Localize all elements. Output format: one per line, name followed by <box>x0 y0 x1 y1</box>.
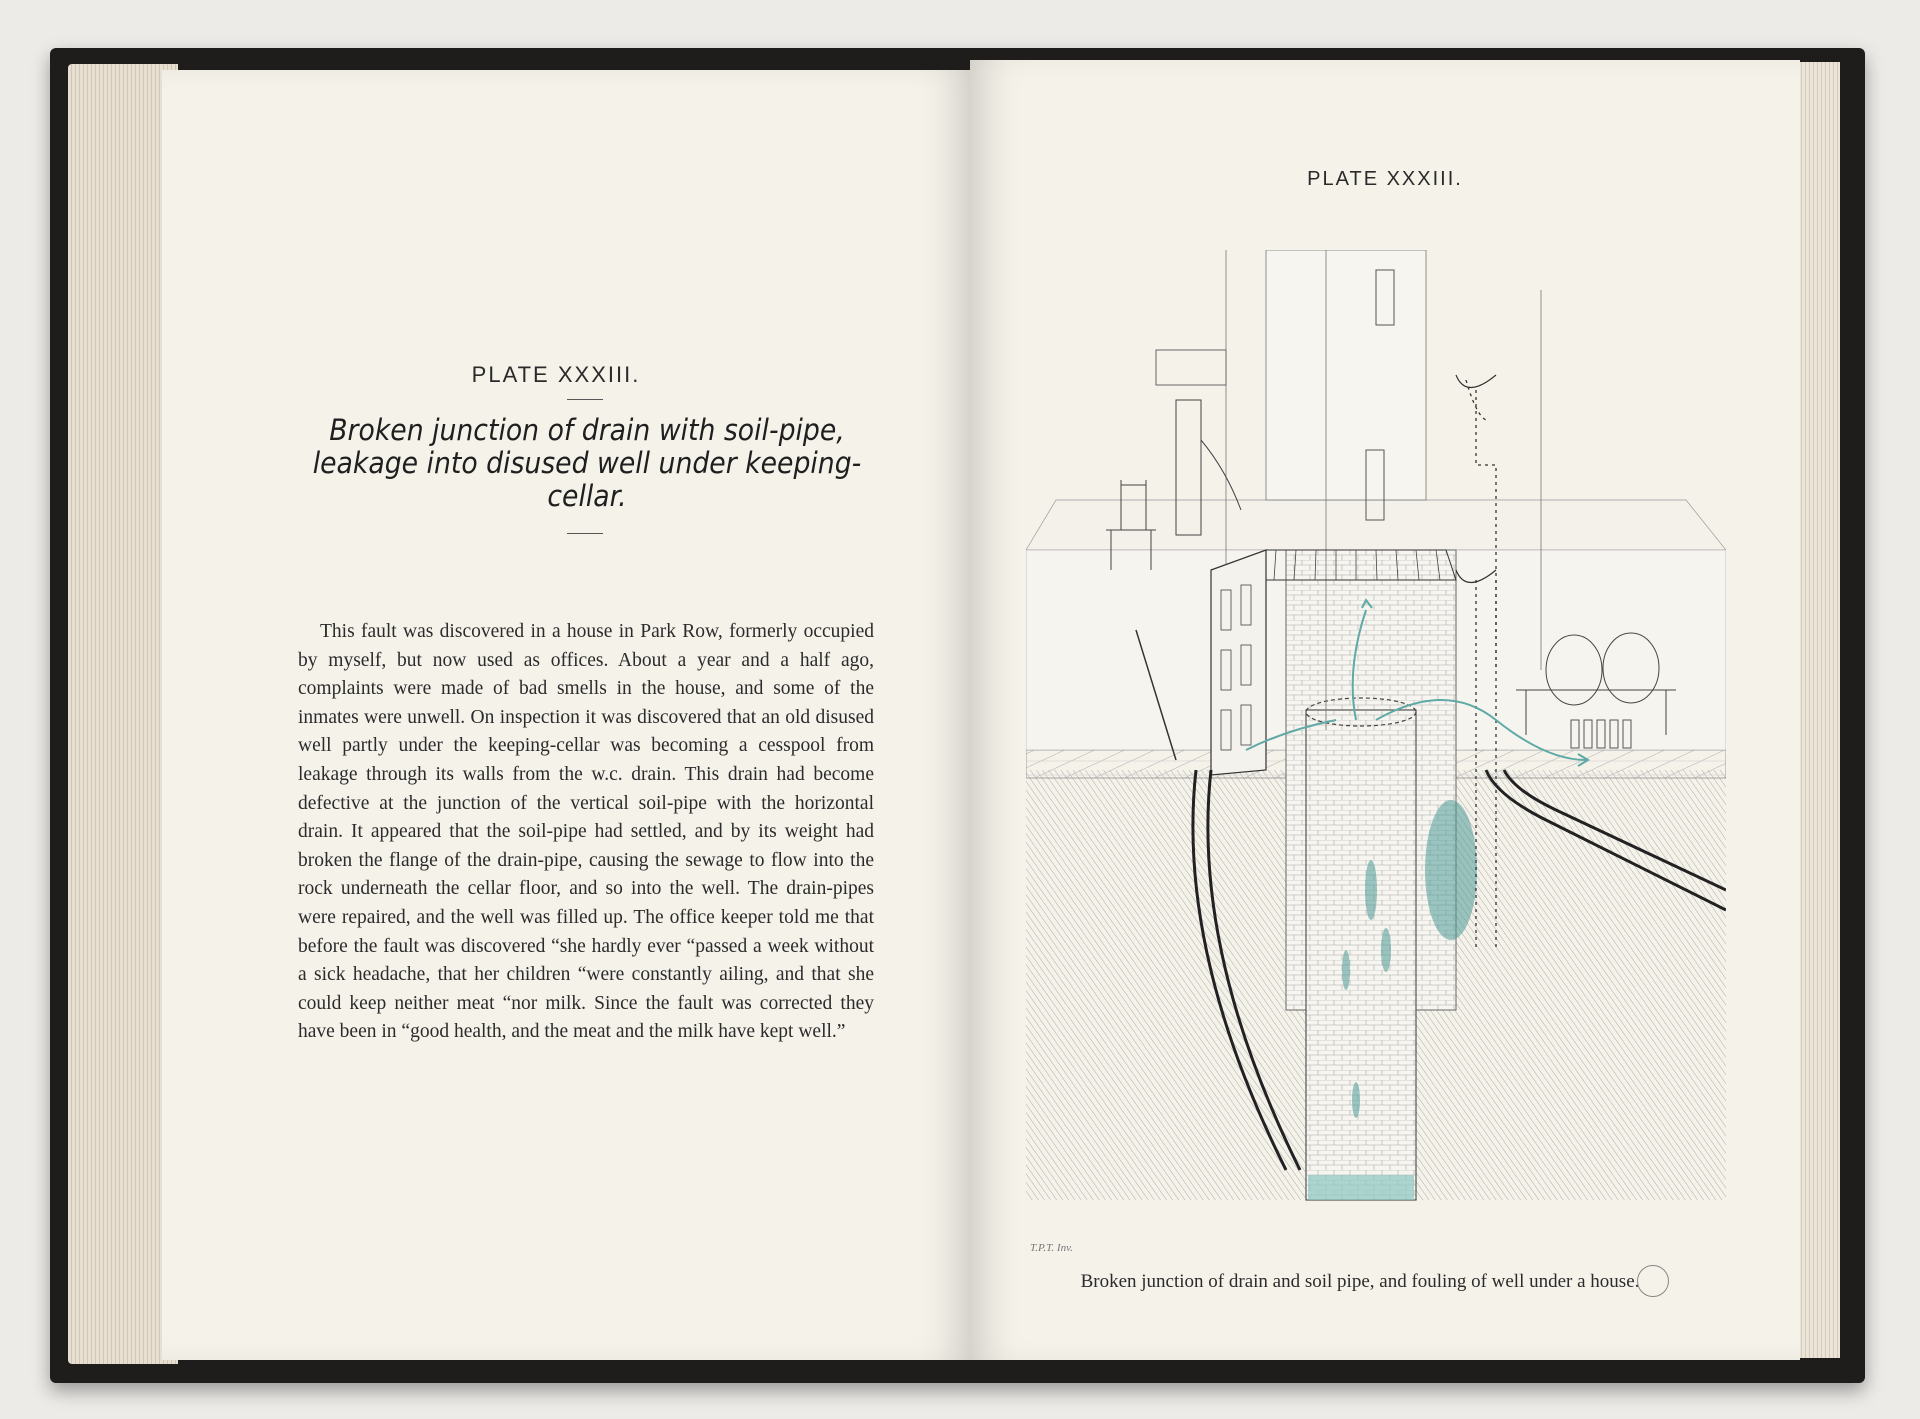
divider-rule <box>567 399 603 400</box>
artist-credit: T.P.T. Inv. <box>1030 1242 1073 1254</box>
body-paragraph: This fault was discovered in a house in Park Row, formerly occupied by myself, but now used as offices. About a year and a half ago, complaints were made of bad smells in the house, and some of the inmates were unwell. On inspection it was discovered that an old disused well partly under the keeping-cellar was becoming a cesspool from leakage through its walls from the w.c. drain. This drain had become defective at the junction of the vertical soil-pipe with the horizontal drain. It appeared that the soil-pipe had settled, and by its weight had broken the flange of the drain-pipe, causing the sewage to flow into the rock underneath the cellar floor, and so into the well. The drain-pipes were repaired, and the well was filled up. The office keeper told me that before the fault was discovered “she hardly ever “passed a week without a sick headache, that her children “were constantly ailing, and that she could keep neither meat “nor milk. Since the fault was corrected they have been in “good health, and the meat and the milk have kept well.” <box>298 621 874 1043</box>
body-text <box>298 618 874 1047</box>
right-page <box>970 60 1800 1360</box>
drain-well-illustration <box>1026 250 1726 1260</box>
left-page <box>162 70 970 1360</box>
well-water <box>1308 1175 1414 1200</box>
divider-rule <box>567 533 603 534</box>
plate-label-right: PLATE XXXIII. <box>1307 168 1463 190</box>
plate-caption: Broken junction of drain and soil pipe, and fouling of well under a house. <box>1080 1271 1640 1292</box>
publisher-monogram-icon <box>1637 1265 1669 1297</box>
cellar-door <box>1211 550 1266 775</box>
plate-headline: Broken junction of drain with soil-pipe, leakage into disused well under keeping-cellar. <box>312 413 862 513</box>
plate-label-left: PLATE XXXIII. <box>471 362 641 387</box>
